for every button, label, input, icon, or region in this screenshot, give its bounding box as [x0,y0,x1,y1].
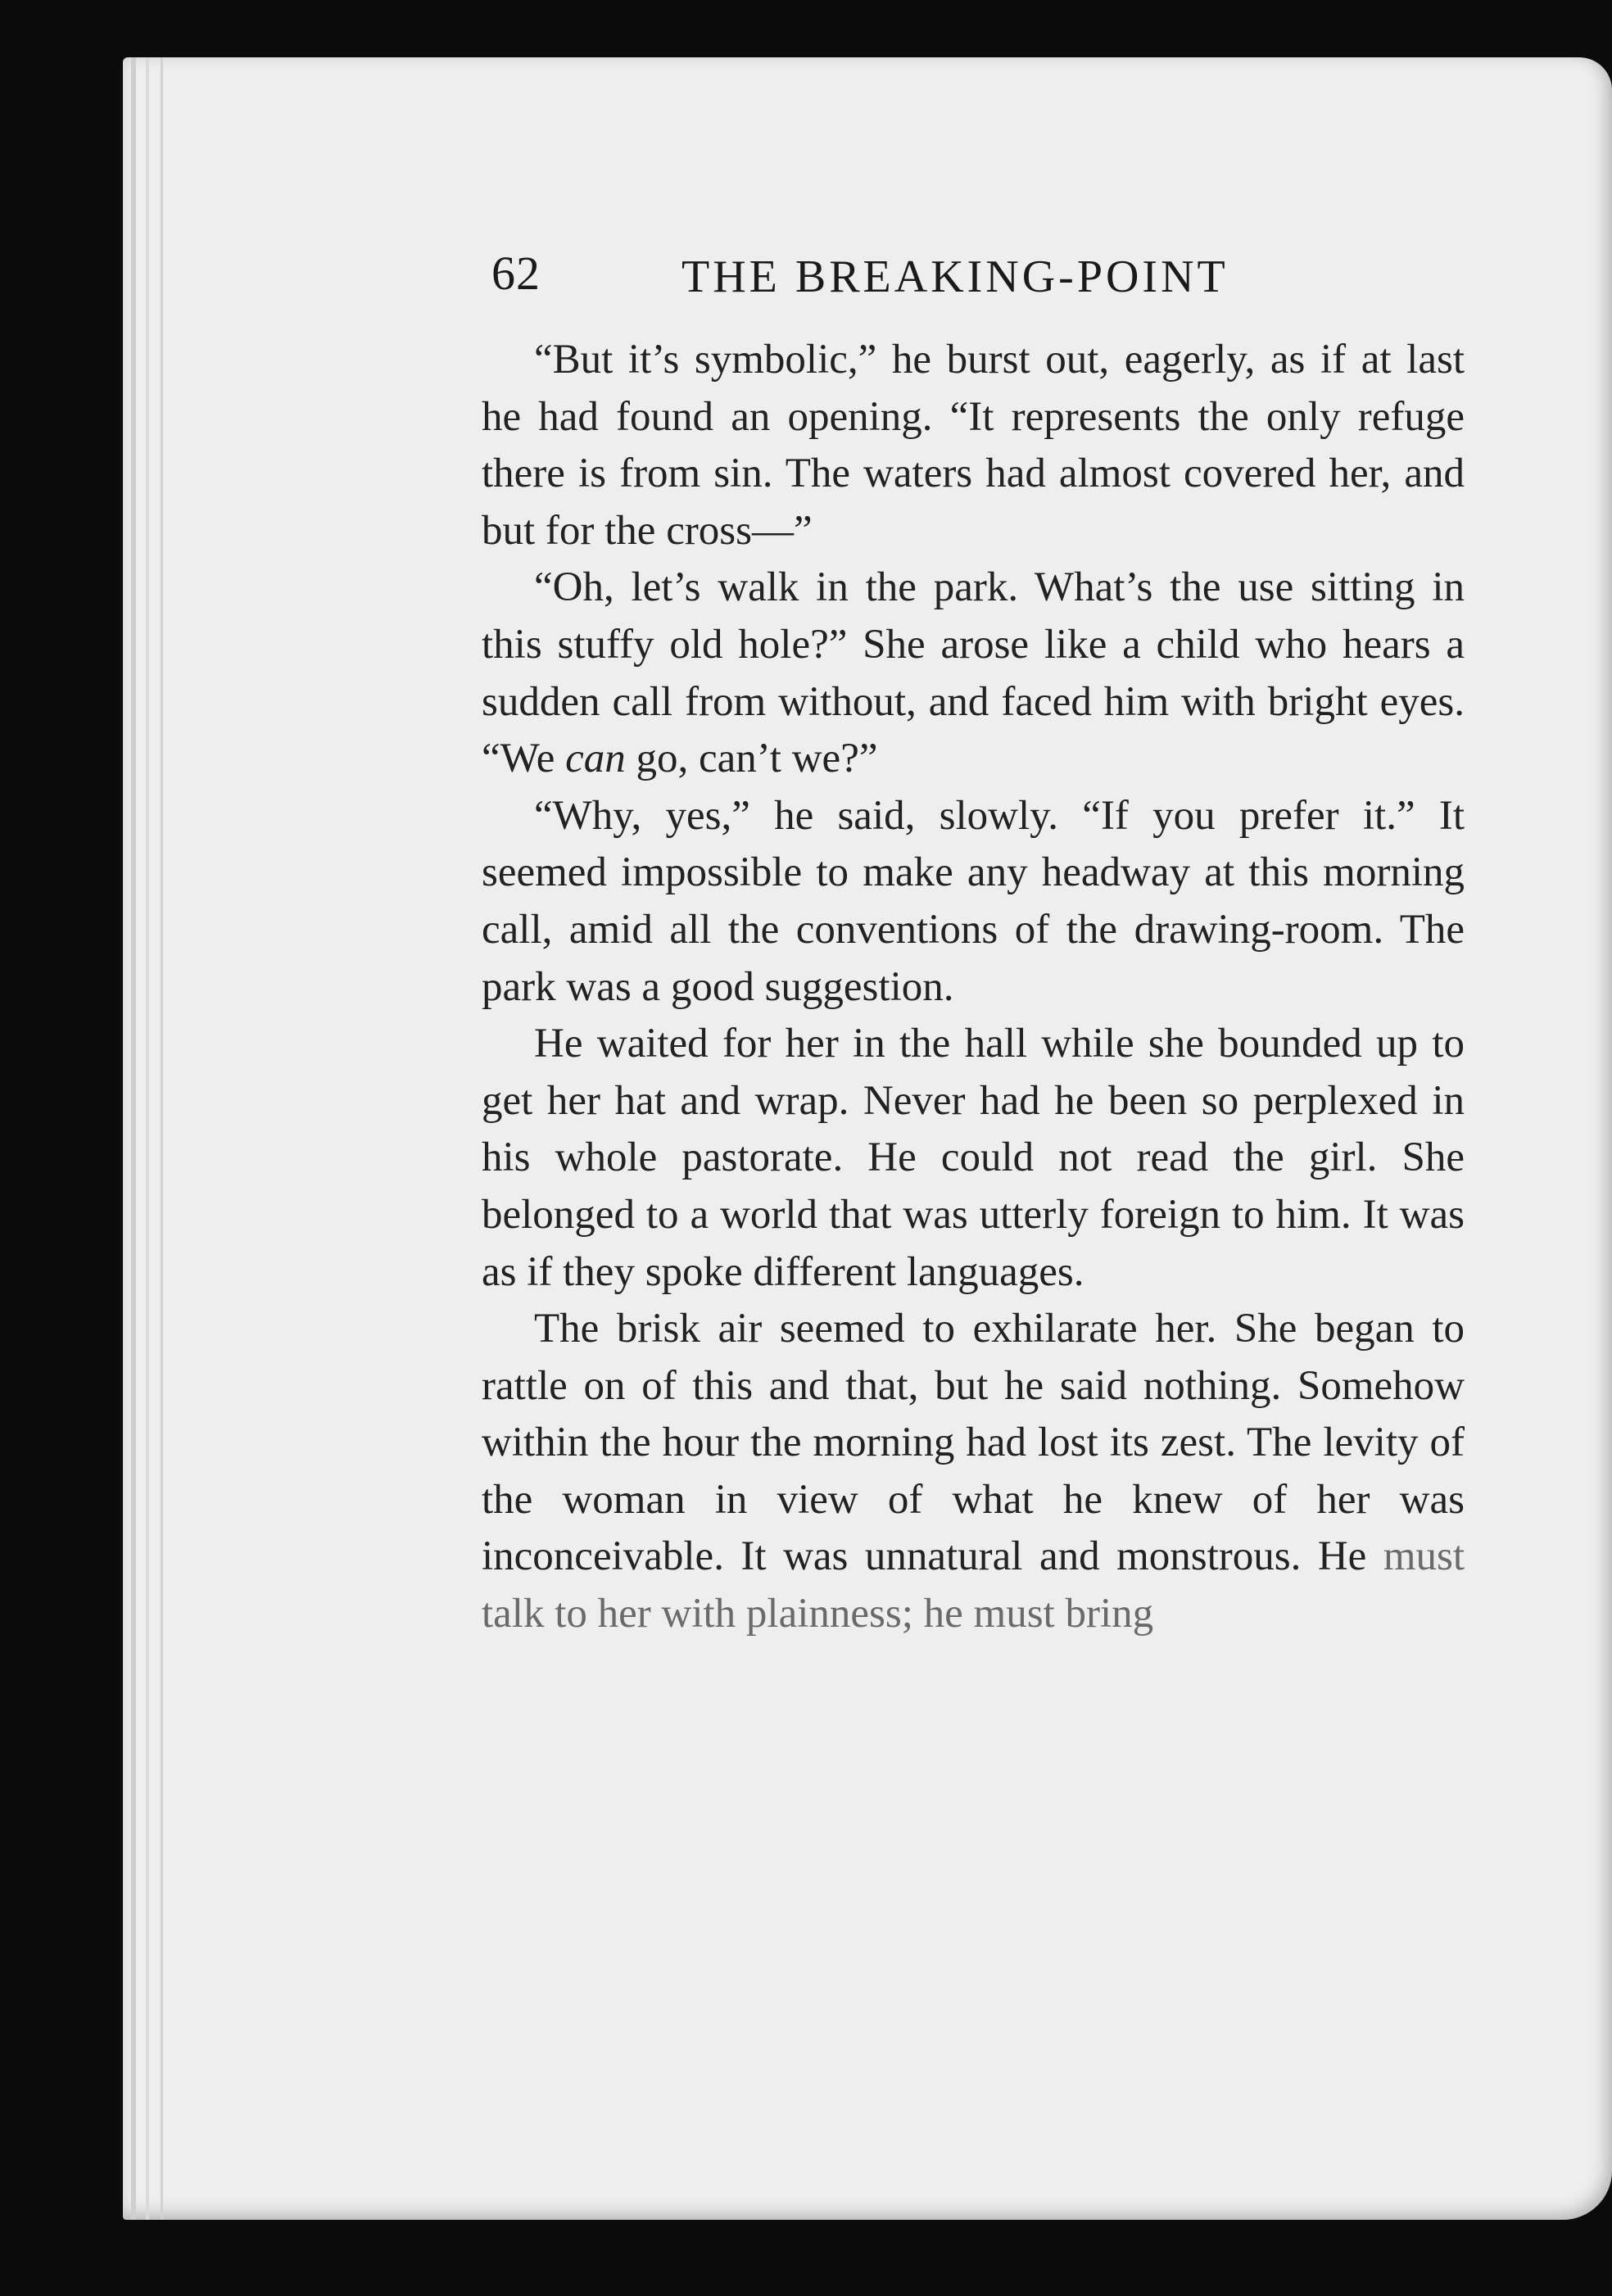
paragraph [482,788,1465,1016]
paragraph [482,559,1465,787]
page-edge [161,57,163,2220]
page-header [491,246,1474,319]
paragraph [482,1301,1465,1643]
paragraph-text: “Why, yes,” he said, slowly. “If you prefer it.” It seemed impossible to make any headway at this morning call, amid all the conventions of the drawing-room. The park was a good suggestion. [482,792,1465,1010]
paragraph-text: “But it’s symbolic,” he burst out, eagerly, as if at last he had found an opening. “It represents the only refuge there is from sin. The waters had almost covered her, and but for the cross—” [482,337,1465,554]
paragraph [482,332,1465,559]
paragraph [482,1016,1465,1301]
body-text [482,332,1465,1643]
page-edge [131,57,136,2220]
italic-emphasis: can [565,736,626,782]
paragraph-text: He waited for her in the hall while she bounded up to get her hat and wrap. Never had he been so perplexed in his whole pastorate. He could not read the girl. She belonged to a world that was utterly foreign to him. It was as if they spoke different languages. [482,1021,1465,1295]
faded-line-text: must talk to her with plainness; he must bring [482,1533,1465,1637]
paragraph-text: go, can’t we?” [625,736,878,782]
paragraph-text: “Oh, let’s walk in the park. What’s the use sitting in this stuffy old hole?” She arose like a child who hears a sudden call from without, and faced him with bright eyes. “We [482,564,1465,782]
page-edge [146,57,149,2220]
running-head: THE BREAKING-POINT [681,251,1229,302]
page-number: 62 [491,247,541,300]
paragraph-text: The brisk air seemed to exhilarate her. She began to rattle on of this and that, but he said nothing. Somehow within the hour the morning had lost its zest. The levity of the woman in view of what he knew of her was inconceivable. It was unnatural and monstrous. He [482,1306,1465,1580]
